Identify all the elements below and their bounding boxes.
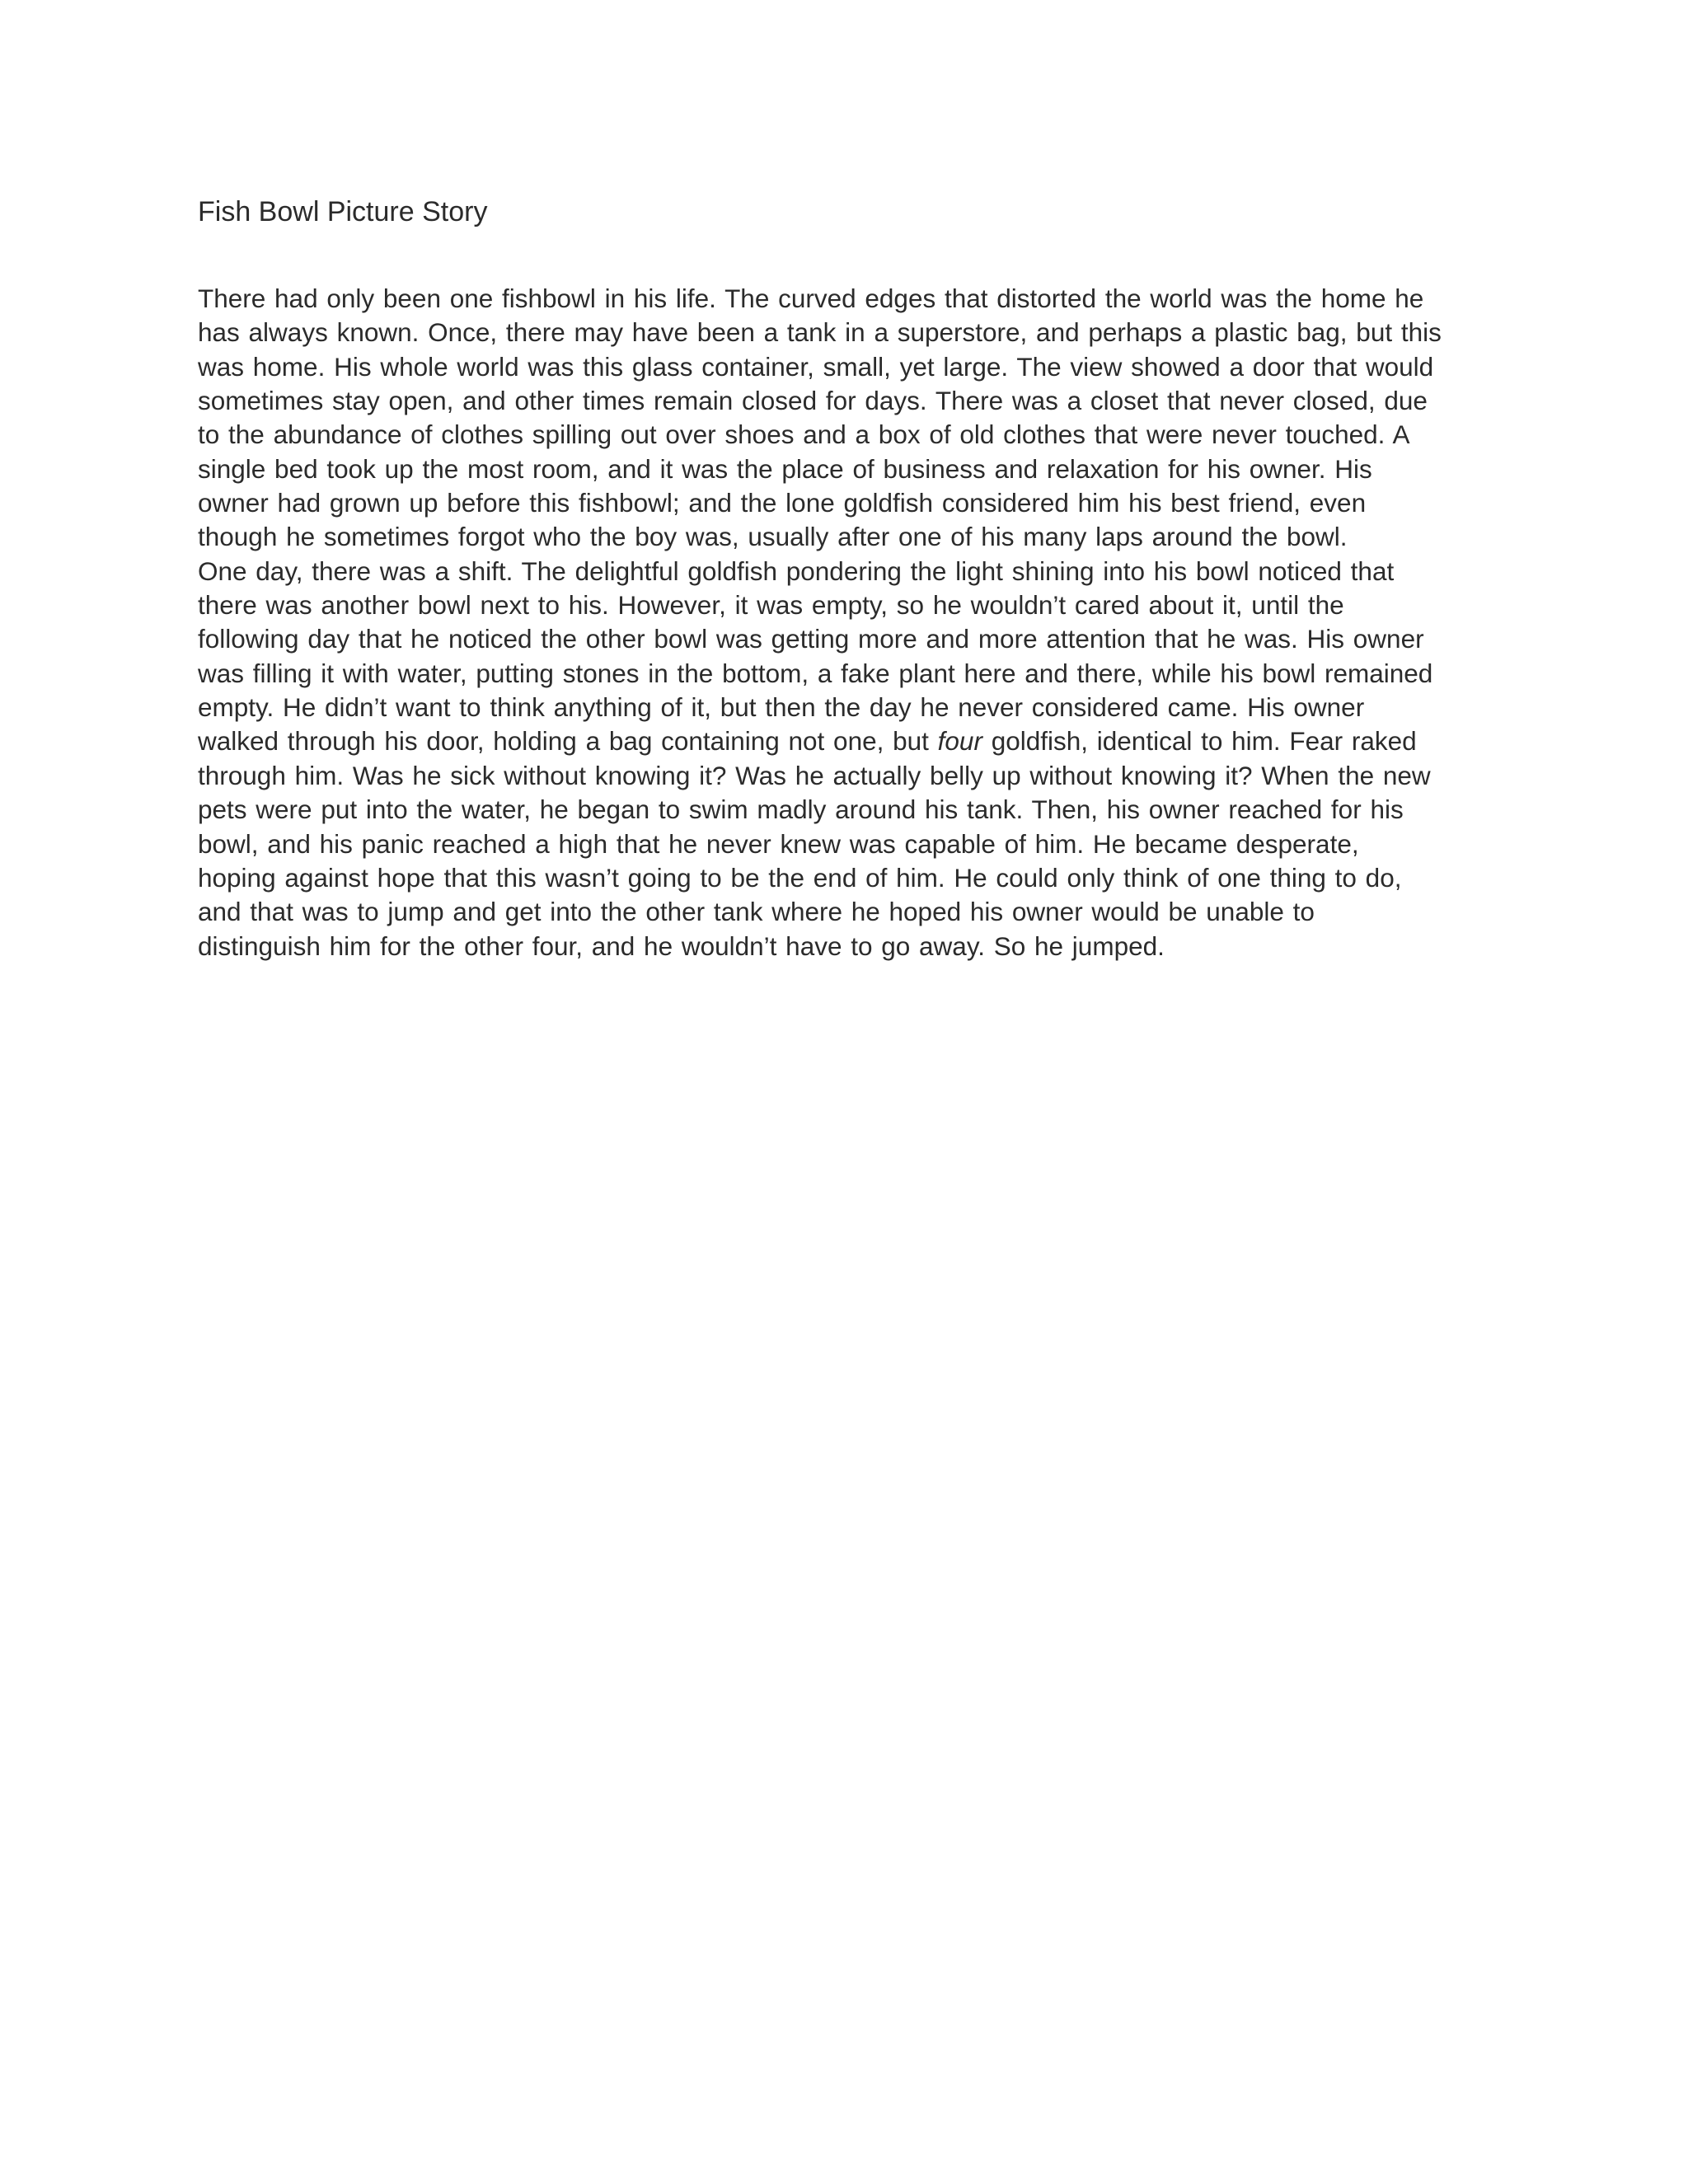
story-line-text: goldfish, identical to him. Fear raked	[982, 726, 1417, 757]
story-line: bowl, and his panic reached a high that he never knew was capable of him. He became desperate,	[198, 828, 1359, 859]
story-line: sometimes stay open, and other times remain closed for days. There was a closet that never closed, due	[198, 386, 1428, 416]
story-line: was home. His whole world was this glass container, small, yet large. The view showed a door that would	[198, 351, 1434, 382]
story-line: pets were put into the water, he began to swim madly around his tank. Then, his owner reached for his	[198, 794, 1404, 825]
story-line	[198, 724, 1484, 758]
story-line: One day, there was a shift. The delightful goldfish pondering the light shining into his bowl noticed that	[198, 555, 1395, 586]
story-body	[198, 282, 1484, 963]
story-line-text: walked through his door, holding a bag containing not one, but	[198, 726, 938, 757]
story-line: hoping against hope that this wasn’t going to be the end of him. He could only think of one thing to do,	[198, 862, 1402, 893]
story-line: following day that he noticed the other bowl was getting more and more attention that he was. His owner	[198, 624, 1424, 654]
story-line: through him. Was he sick without knowing it? Was he actually belly up without knowing it? When the new	[198, 760, 1431, 790]
story-line: has always known. Once, there may have been a tank in a superstore, and perhaps a plastic bag, but this	[198, 317, 1442, 348]
story-line: was filling it with water, putting stones in the bottom, a fake plant here and there, while his bowl remained	[198, 658, 1433, 688]
story-line: distinguish him for the other four, and he wouldn’t have to go away. So he jumped.	[198, 930, 1165, 961]
story-line: single bed took up the most room, and it was the place of business and relaxation for his owner. His	[198, 453, 1372, 484]
document-title: Fish Bowl Picture Story	[198, 196, 488, 227]
story-line: and that was to jump and get into the other tank where he hoped his owner would be unable to	[198, 897, 1315, 927]
story-line: though he sometimes forgot who the boy was, usually after one of his many laps around the bowl.	[198, 522, 1348, 552]
story-line: owner had grown up before this fishbowl; and the lone goldfish considered him his best friend, even	[198, 488, 1367, 518]
story-line: there was another bowl next to his. However, it was empty, so he wouldn’t cared about it, until the	[198, 590, 1344, 621]
story-line: to the abundance of clothes spilling out over shoes and a box of old clothes that were never touched. A	[198, 419, 1410, 450]
emphasized-word: four	[937, 726, 982, 757]
story-line: empty. He didn’t want to think anything of it, but then the day he never considered came. His owner	[198, 692, 1365, 723]
story-line: There had only been one fishbowl in his life. The curved edges that distorted the world was the home he	[198, 284, 1424, 313]
